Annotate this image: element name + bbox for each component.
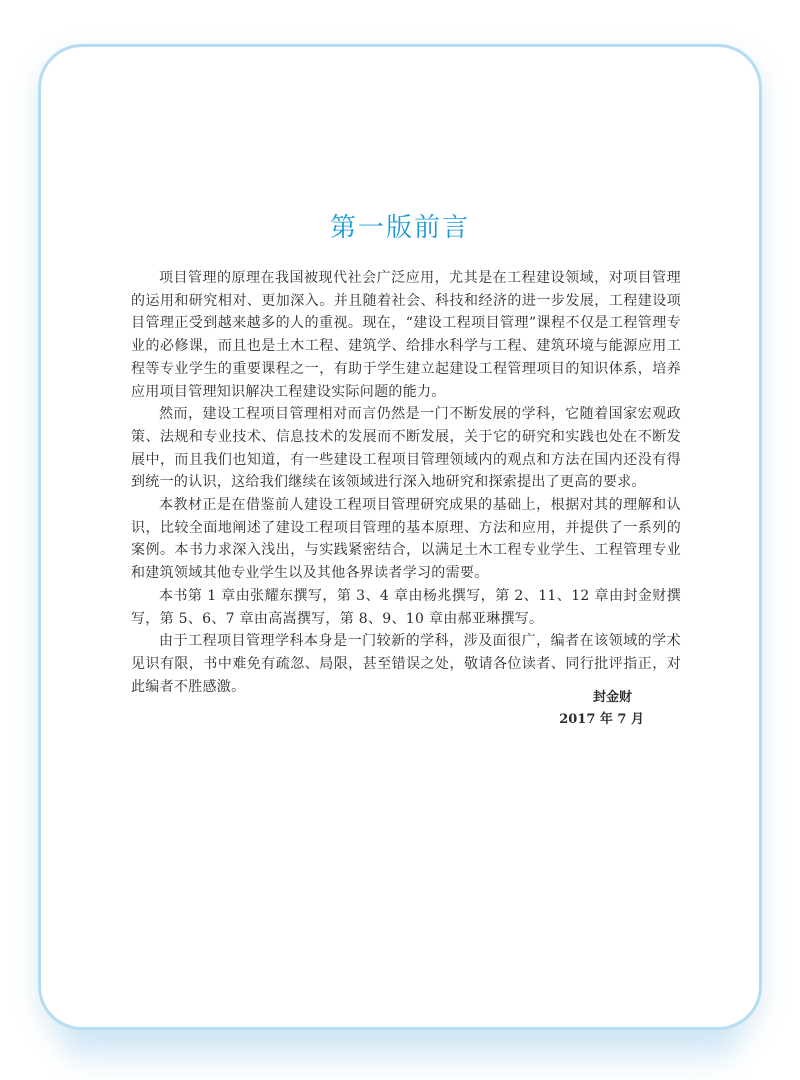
- date: 2017 年 7 月: [559, 712, 644, 727]
- preface-body: [131, 267, 681, 698]
- signature-block: [559, 687, 644, 731]
- paragraph-authors: 本书第 1 章由张耀东撰写，第 3、4 章由杨兆撰写，第 2、11、12 章由封金财撰写，第 5、6、7 章由高嵩撰写，第 8、9、10 章由郝亚琳撰写。: [131, 587, 681, 627]
- page-title: 第一版前言: [329, 213, 470, 243]
- paragraph-intro: 项目管理的原理在我国被现代社会广泛应用，尤其是在工程建设领域，对项目管理的运用和研究相对、更加深入。并且随着社会、科技和经济的进一步发展，工程建设项目管理正受到越来越多的人的重视。现在，“建设工程项目管理”课程不仅是工程管理专业的必修课，而且也是土木工程、建筑学、给排水科学与工程、建筑环境与能源应用工程等专业学生的重要课程之一，有助于学生建立起建设工程管理项目的知识体系，培养应用项目管理知识解决工程建设实际问题的能力。: [131, 270, 681, 400]
- paragraph-acknowledgement: 由于工程项目管理学科本身是一门较新的学科，涉及面很广，编者在该领域的学术见识有限，书中难免有疏忽、局限，甚至错误之处，敬请各位读者、同行批评指正，对此编者不胜感激。: [131, 633, 681, 695]
- paragraph-textbook: 本教材正是在借鉴前人建设工程项目管理研究成果的基础上，根据对其的理解和认识，比较全面地阐述了建设工程项目管理的基本原理、方法和应用，并提供了一系列的案例。本书力求深入浅出，与实践紧密结合，以满足土木工程专业学生、工程管理专业和建筑领域其他专业学生以及其他各界读者学习的需要。: [131, 497, 681, 582]
- preface-card: [38, 44, 762, 1030]
- author-name: 封金财: [592, 690, 632, 705]
- paragraph-development: 然而，建设工程项目管理相对而言仍然是一门不断发展的学科，它随着国家宏观政策、法规和专业技术、信息技术的发展而不断发展，关于它的研究和实践也处在不断发展中，而且我们也知道，有一些建设工程项目管理领域内的观点和方法在国内还没有得到统一的认识，这给我们继续在该领域进行深入地研究和探索提出了更高的要求。: [131, 406, 681, 491]
